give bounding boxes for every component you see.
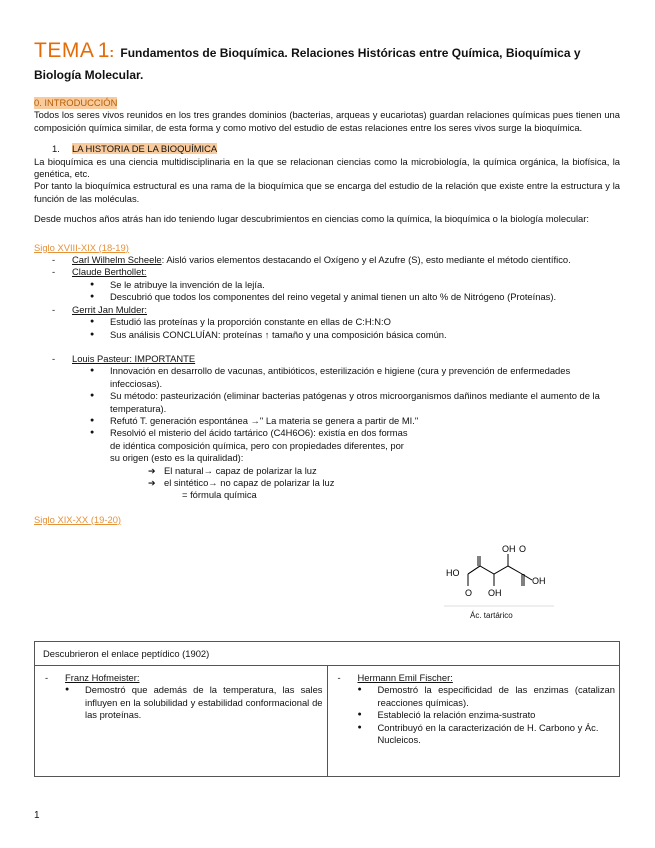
ho-left-label: HO (446, 568, 460, 578)
table-col-left (35, 666, 327, 776)
berthollet-item: - Claude Berthollet: ● Se le atribuye la invención de la lejía. ● Descubrió que todos los componentes del reino vegetal y animal tienen un alto % de Nitrógeno (Proteínas). (52, 266, 620, 303)
peptide-bond-table (34, 641, 620, 777)
list-item: ● Refutó T. generación espontánea →" La materia se genera a partir de MI." (90, 415, 620, 427)
hofmeister-item: - Franz Hofmeister: ● Demostró que además de la temperatura, las sales influyen en la solubilidad y estabilidad conformacional de las proteínas. (45, 672, 323, 722)
history-p2: Por tanto la bioquímica estructural es una rama de la bioquímica que se encarga del estudio de la relación que existe entre la estructura y la función de las moléculas. (34, 180, 620, 204)
list-item: ● Estableció la relación enzima-sustrato (358, 709, 616, 721)
tartaric-acid-structure (444, 540, 554, 620)
table-col-right (327, 666, 620, 776)
scientists-list (34, 254, 620, 502)
tema-label: TEMA (34, 39, 95, 62)
mulder-item: - Gerrit Jan Mulder: ● Estudió las proteínas y la proporción constante en ellas de C:H:N:O ● Sus análisis CONCLUÍAN: proteínas ↑ tamaño y una composición básica común. (52, 304, 620, 341)
formula-note: = fórmula química (182, 489, 257, 501)
document-page (34, 40, 620, 526)
table-head: Descubrieron el enlace peptídico (1902) (35, 642, 619, 666)
pasteur-item: - Louis Pasteur: IMPORTANTE ● Innovación en desarrollo de vacunas, antibióticos, esterilización e higiene (cura y prevención de enfermedades infecciosas). ● Su método: pasteurización (eliminar bacterias patógenas y otros microorganismos dañinos mediante el aumento de la temperatura). ● Refutó T. generación espontánea →" La materia se genera a partir de MI." ● Resolvió el misterio del ácido tartárico (C4H6O6): existía en dos formas de idéntica composición química, pero con propiedades diferentes, por su origen (esto es la quiralidad): ➔ El natural→ capaz de polarizar la luz ➔ el sintético→ no capaz de polarizar la luz = fórmula química (52, 353, 620, 502)
oh-top-label: OH (502, 544, 516, 554)
scheele-item: - Carl Wilhelm Scheele: Aisló varios elementos destacando el Oxígeno y el Azufre (S), esto mediante el método científico. (52, 254, 620, 266)
o-top-label: O (519, 544, 527, 554)
page-number: 1 (34, 810, 40, 821)
title-text: Fundamentos de Bioquímica. Relaciones Históricas entre Química, Bioquímica y Biología Molecular. (34, 46, 581, 82)
document-title (34, 40, 620, 86)
tema-number: 1 (97, 39, 110, 62)
intro-heading: 0. INTRODUCCIÓN (34, 97, 118, 108)
list-item: ● Sus análisis CONCLUÍAN: proteínas ↑ tamaño y una composición básica común. (90, 329, 620, 341)
list-item: ● Demostró la especificidad de las enzimas (catalizan reacciones químicas). (358, 684, 616, 709)
list-item: ● Contribuyó en la caracterización de H. Carbono y Ác. Nucleicos. (358, 722, 616, 747)
siglo-xix-xx-heading: Siglo XIX-XX (19-20) (34, 513, 122, 525)
history-p1: La bioquímica es una ciencia multidisciplinaria en la que se relacionan ciencias como la microbiología, la química orgánica, la biofísica, la genética, etc. (34, 155, 620, 180)
arrow-item: ➔ el sintético→ no capaz de polarizar la luz (148, 477, 620, 489)
history-heading: 1. LA HISTORIA DE LA BIOQUÍMICA (52, 143, 218, 155)
list-item: ● Descubrió que todos los componentes del reino vegetal y animal tienen un alto % de Nitrógeno (Proteínas). (90, 291, 620, 303)
siglo-xviii-xix-heading: Siglo XVIII-XIX (18-19) (34, 241, 129, 253)
oh-bottom-label: OH (488, 588, 502, 598)
arrow-item: ➔ El natural→ capaz de polarizar la luz (148, 465, 620, 477)
list-item: ● Su método: pasteurización (eliminar bacterias patógenas y otros microorganismos dañinos mediante el aumento de la temperatura). (90, 390, 620, 415)
intro-text: Todos los seres vivos reunidos en los tres grandes dominios (bacterias, arqueas y eucariotas) guardan relaciones químicas pues tienen una composición química similar, de esta forma y como motivo del estudio de estas relaciones entre los seres vivos surge la bioquímica. (34, 109, 620, 133)
list-item: ● Estudió las proteínas y la proporción constante en ellas de C:H:N:O (90, 316, 620, 328)
table-columns (35, 666, 619, 776)
fischer-item: - Hermann Emil Fischer: ● Demostró la especificidad de las enzimas (catalizan reacciones químicas). ● Estableció la relación enzima-sustrato ● Contribuyó en la caracterización de H. Carbono y Ác. Nucleicos. (338, 672, 616, 746)
list-item: ● Se le atribuye la invención de la lejía. (90, 279, 620, 291)
list-item: ● Resolvió el misterio del ácido tartárico (C4H6O6): existía en dos formas de idéntica composición química, pero con propiedades diferentes, por su origen (esto es la quiralidad): (90, 427, 410, 464)
tema-colon: : (109, 44, 115, 60)
list-item: ● Demostró que además de la temperatura, las sales influyen en la solubilidad y estabilidad conformacional de las proteínas. (65, 684, 323, 721)
oh-right-label: OH (532, 576, 546, 586)
molecule-caption: Ác. tartárico (470, 611, 513, 620)
list-item: ● Innovación en desarrollo de vacunas, antibióticos, esterilización e higiene (cura y prevención de enfermedades infecciosas). (90, 365, 620, 390)
o-left-label: O (465, 588, 473, 598)
history-p3: Desde muchos años atrás han ido teniendo lugar descubrimientos en ciencias como la química, la bioquímica o la biología molecular: (34, 213, 589, 225)
